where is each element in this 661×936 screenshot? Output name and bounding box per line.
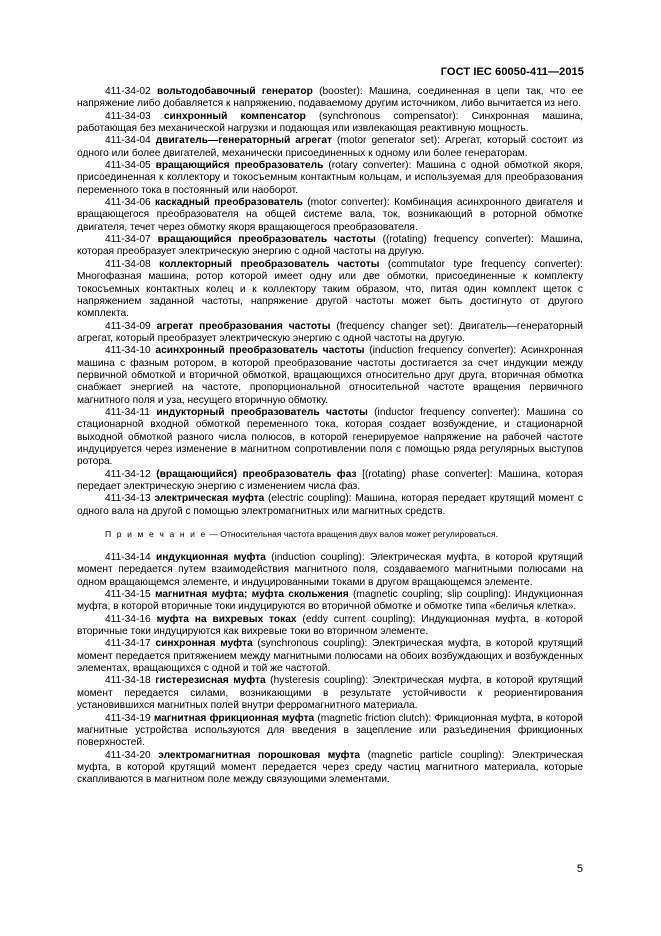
term-code: 411-34-18 <box>105 675 151 687</box>
term-definition: (electric coupling): Машина, которая передает крутящий момент с одного вала на другой с помощью электромагнитных или магнитных средств. <box>77 493 583 517</box>
standard-header: ГОСТ IEC 60050-411—2015 <box>440 66 584 78</box>
term-title: агрегат преобразования частоты <box>156 320 331 332</box>
term-title: синхронная муфта <box>155 638 253 650</box>
term-definition: (rotary converter): Машина с одной обмоткой якоря, присоединенная к коллектору и токосъемным контактным кольцам, и используемая для преобразования переменного тока в постоянный или наоборот. <box>77 160 583 196</box>
term-definition: (booster): Машина, соединенная в цепи так, что ее напряжение либо добавляется к напряжению, подаваемому другим источником, либо вычитается из него. <box>77 86 583 110</box>
term-definition: (inductor frequency converter): Машина со стационарной входной обмоткой переменного тока, которая создает возбуждение, и стационарной выходной обмоткой разного числа полюсов, в которой генерируемое напряжение на рабочей частоте индуцируется через изменение в магнитном сопротивлении поля с помощью ряда регулярных выступов ротора. <box>77 406 583 468</box>
term-code: 411-34-14 <box>105 552 151 564</box>
term-title: двигатель—генераторный агрегат <box>155 135 332 147</box>
term-title: синхронный компенсатор <box>163 110 306 122</box>
term-definition: (motor generator set): Агрегат, который состоит из одного или более двигателей, механически присоединенных к одному или более генераторам. <box>77 135 583 159</box>
term-code: 411-34-07 <box>105 234 151 246</box>
term-title: асинхронный преобразователь частоты <box>155 345 365 357</box>
term-entry <box>77 259 583 321</box>
term-title: вольтодобавочный генератор <box>156 86 313 97</box>
term-code: 411-34-04 <box>105 135 151 147</box>
term-title: индукторный преобразователь частоты <box>156 406 368 418</box>
note-text: — Относительная частота вращения двух валов может регулироваться. <box>206 529 498 540</box>
term-entry <box>77 675 583 712</box>
term-definition: ((rotating) frequency converter): Машина, которая преобразует электрическую энергию с одной частоты на другую. <box>77 234 583 258</box>
term-title: магнитная муфта; муфта скольжения <box>154 589 349 601</box>
term-code: 411-34-13 <box>105 493 151 505</box>
term-title: вращающийся преобразователь частоты <box>157 234 376 246</box>
term-title: электрическая муфта <box>154 493 265 505</box>
term-entry <box>77 345 583 407</box>
term-title: муфта на вихревых токах <box>156 613 297 625</box>
term-entry <box>77 160 583 197</box>
entries-group-a <box>77 86 583 518</box>
term-code: 411-34-06 <box>105 197 151 209</box>
term-title: индукционная муфта <box>155 552 266 564</box>
note <box>105 529 583 540</box>
term-entry <box>77 321 583 346</box>
entries-group-b <box>77 552 583 787</box>
term-definition: (hysteresis coupling): Электрическая муфта, в которой крутящий момент передается силами, возникающими в результате устойчивости к реориентирования установившихся магнитных полей внутри ферромагнитного материала. <box>77 675 583 712</box>
term-definition: (frequency changer set): Двигатель—генераторный агрегат, который преобразует электрическую энергию с одной частоты на другую. <box>77 320 583 344</box>
term-entry <box>77 552 583 589</box>
term-title: гистерезисная муфта <box>155 675 266 687</box>
term-definition: (magnetic friction clutch): Фрикционная муфта, в которой магнитные устройства используются для введения в зацепление или разъединения фрикционных поверхностей. <box>77 712 583 749</box>
term-code: 411-34-20 <box>105 749 151 761</box>
term-definition: (commutator type frequency converter): Многофазная машина, ротор которой имеет одну или две обмотки, присоединенные к комплекту токосъемных контактных колец и к коллектору таким образом, что, питая один комплект щеток с напряжением заданной частоты, напряжение другой частоты может быть достигнуто от другого комплекта. <box>77 258 583 320</box>
term-definition: (induction frequency converter): Асинхронная машина с фазным ротором, в которой преобразование частоты достигается за счет индукции между первичной обмоткой и вторичной обмоткой, вращающихся относительно друг друга, вторичная обмотка снабжает энергией на частоте, пропорциональной относительной частоте вращения первичного магнитного поля и уза, несущего вторичную обмотку. <box>77 345 583 406</box>
term-entry <box>77 469 583 494</box>
term-title: вращающийся преобразователь <box>155 160 324 172</box>
term-code: 411-34-15 <box>105 589 151 601</box>
term-entry <box>77 234 583 259</box>
term-code: 411-34-08 <box>105 258 151 270</box>
term-definition: (motor converter): Комбинация асинхронного двигателя и вращающегося преобразователя на общей системе вала, ток, возникающий в роторной обмотке двигателя, течет через обмотку якоря вращающегося преобразователя. <box>77 197 583 233</box>
term-entry <box>77 86 583 111</box>
term-entry <box>77 111 583 136</box>
term-entry <box>77 197 583 234</box>
term-code: 411-34-10 <box>105 345 151 357</box>
term-definition: [(rotating) phase converter]: Машина, которая передает электрическую энергию с изменением числа фаз. <box>77 468 583 492</box>
term-definition: (magnetic particle coupling): Электрическая муфта, в которой крутящий момент передается через среду частиц магнитного материала, которые скапливаются в магнитном поле между связующими элементами. <box>77 749 583 786</box>
term-code: 411-34-05 <box>105 160 151 172</box>
term-title: (вращающийся) преобразователь фаз <box>156 468 357 480</box>
term-entry <box>77 638 583 675</box>
term-entry <box>77 493 583 518</box>
term-code: 411-34-03 <box>105 110 151 122</box>
term-title: магнитная фрикционная муфта <box>153 712 315 724</box>
term-definition: (magnetic coupling; slip coupling): Индукционная муфта, в которой вторичные токи индуцируются во вторичной обмотке и обмотке типа «беличья клетка». <box>77 589 583 613</box>
term-code: 411-34-16 <box>105 613 151 625</box>
term-code: 411-34-19 <box>105 712 151 724</box>
term-code: 411-34-12 <box>105 468 151 480</box>
term-definition: (synchronous compensator): Синхронная машина, работающая без механической нагрузки и подающая или извлекающая реактивную мощность. <box>77 110 583 135</box>
term-code: 411-34-09 <box>105 320 151 332</box>
term-title: электромагнитная порошковая муфта <box>158 749 361 761</box>
term-code: 411-34-11 <box>105 406 150 418</box>
terms-content <box>77 86 583 787</box>
page-number: 5 <box>576 863 583 875</box>
term-entry <box>77 713 583 750</box>
term-definition: (synchronous coupling): Электрическая муфта, в которой крутящий момент передается притяжением между магнитными полюсами на обоих возбуждающих и возбужденных элементах, вращающихся с одной и той же частотой. <box>77 638 583 675</box>
term-code: 411-34-17 <box>105 638 151 650</box>
term-code: 411-34-02 <box>105 86 151 97</box>
term-entry <box>77 407 583 469</box>
term-title: коллекторный преобразователь частоты <box>159 258 380 270</box>
term-title: каскадный преобразователь <box>155 197 303 209</box>
term-entry <box>77 750 583 787</box>
term-entry <box>77 589 583 614</box>
note-label: П р и м е ч а н и е <box>105 529 207 540</box>
term-definition: (induction coupling): Электрическая муфта, в которой крутящий момент передается путем взаимодействия магнитного поля, создаваемого магнитными полюсами на одном вращающемся элементе, и индуцированными токами в другом вращающемся элементе. <box>77 552 583 588</box>
term-entry <box>77 135 583 160</box>
term-definition: (eddy current coupling): Индукционная муфта, в которой вторичные токи индуцируются как вихревые токи во вторичном элементе. <box>77 613 583 638</box>
term-entry <box>77 614 583 639</box>
